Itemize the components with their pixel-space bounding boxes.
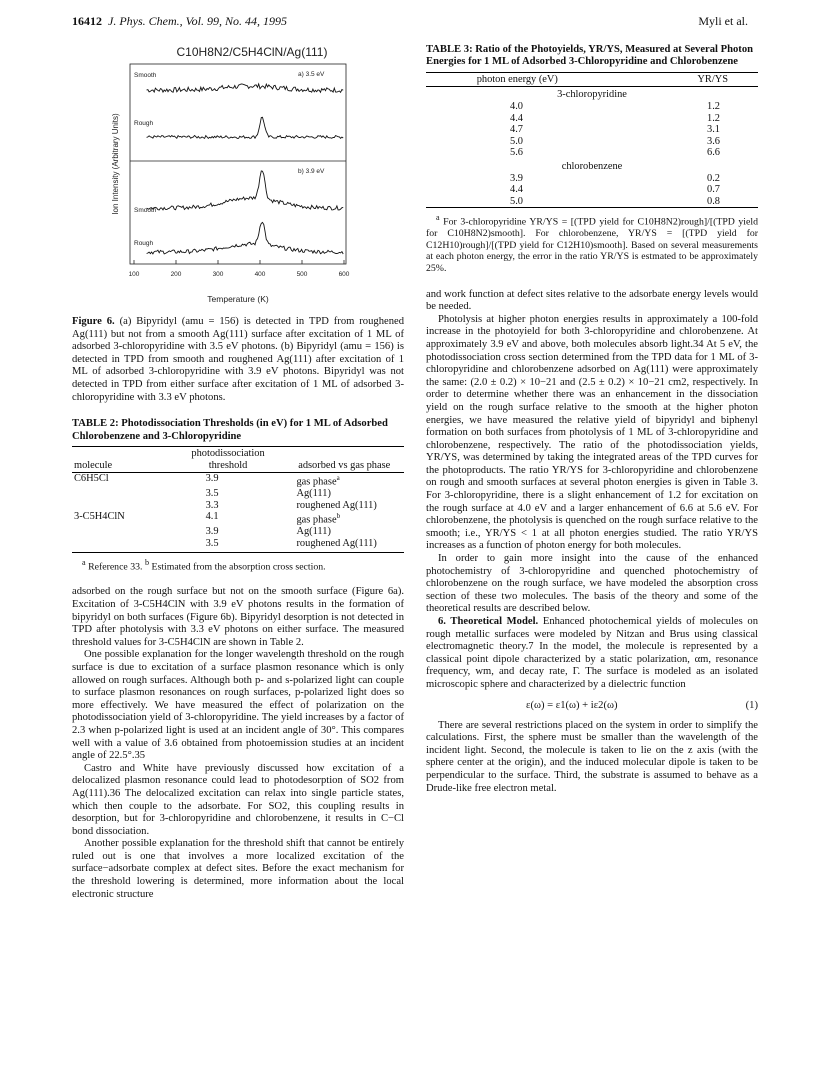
- t2-cell-threshold: 3.9: [205, 473, 219, 485]
- x-tick-label: 200: [170, 271, 182, 278]
- trace-b-smooth: [147, 171, 344, 210]
- table-3-row: [426, 101, 758, 113]
- table-3-row: [426, 124, 758, 136]
- panel-a-smooth-label: Smooth: [134, 72, 157, 79]
- t2-header-molecule: molecule: [72, 446, 172, 472]
- t3-cell-energy: 3.9: [510, 172, 523, 184]
- panel-b-rough-label: Rough: [134, 240, 154, 247]
- equation-1: [426, 698, 758, 718]
- t2-header-threshold: photodissociation threshold: [172, 446, 285, 472]
- equation-number: (1): [745, 699, 758, 711]
- t2-cell-threshold: 3.5: [205, 488, 219, 500]
- x-tick-label: 500: [296, 271, 308, 278]
- table-2-title: TABLE 2: Photodissociation Thresholds (in eV) for 1 ML of Adsorbed Chlorobenzene and 3-Chloropyridine: [72, 418, 388, 442]
- t2-cell-phase: gas phase$^a$: [296, 474, 340, 488]
- section-text: Enhanced photochemical yields of molecules on rough metallic surfaces were modeled by Nitzan and Brus using classical electromagnetic theory.7 In the model, the molecule is represented by a classical point dipole characterized by a static polarization, αm, resonance frequency, wm, and decay rate, Γ. The surface is modeled as an isolated microscopic sphere and characterized by a dielectric function: [426, 616, 758, 690]
- table-3-body: [426, 87, 758, 208]
- caption-label: Figure 6.: [72, 316, 115, 327]
- x-tick-label: 600: [338, 271, 350, 278]
- t3-cell-energy: 4.4: [510, 184, 523, 196]
- left-paragraph-2: One possible explanation for the longer wavelength threshold on the rough surface is due to excitation of a surface plasmon resonance which is only allowed on rough surfaces. Although both p- and s-polarized light can couple to surface plasmon resonances on rough surfaces, p-polarized light does so more effectively. We have measured the effect of polarization on the photodissociation yield of 3-chloropyridine. The yield increases by a factor of 2.3 when p-polarized light is used at an incident angle of 30°. This compares well with a value of 3.6 obtained from photoemission studies at an incident angle of 22.5°.35: [72, 649, 404, 762]
- t2-cell-phase: Ag(111): [296, 488, 331, 500]
- x-axis-label: Temperature (K): [207, 294, 269, 304]
- t2-cell-phase: gas phase$^b$: [296, 512, 341, 526]
- t3-cell-energy: 4.0: [510, 101, 523, 112]
- section-heading: 6. Theoretical Model.: [438, 616, 539, 628]
- t3-cell-ratio: 3.1: [707, 124, 720, 136]
- equation-text: ε(ω) = ε1(ω) + iε2(ω): [526, 699, 618, 711]
- right-paragraph-1: and work function at defect sites relative to the adsorbate energy levels would be needed.: [426, 288, 758, 313]
- t2-cell-molecule: [72, 526, 172, 538]
- panel-a-rough-label: Rough: [134, 120, 154, 127]
- trace-b-rough: [147, 222, 344, 254]
- t2-cell-threshold: 3.9: [205, 526, 219, 538]
- x-tick-label: 100: [128, 271, 140, 278]
- t3-cell-ratio: 6.6: [707, 147, 720, 159]
- table-2-row: [72, 538, 404, 552]
- journal-volume: Vol. 99, No. 44, 1995: [185, 14, 287, 28]
- t2-cell-molecule: 3-C5H4ClN: [74, 511, 125, 523]
- right-paragraph-4: [426, 616, 758, 692]
- table-3-row: [426, 136, 758, 148]
- caption-text: (a) Bipyridyl (amu = 156) is detected in TPD from roughened Ag(111) but not from a smooth Ag(111) surface after excitation of 1 ML of adsorbed 3-chloropyridine with 3.5 eV photons. (b) Bipyridyl (amu = 156) is detected in TPD from smooth and roughened Ag(111) after excitation of 1 ML of adsorbed 3-chloropyridine with 3.9 eV photons. Bipyridyl was not detected in TPD from either surface after excitation of 1 ML of adsorbed 3-chloropyridine with 3.3 eV photons.: [72, 316, 404, 403]
- table-2-footnote: $^a$ Reference 33. $^b$ Estimated from the absorption cross section.: [82, 557, 326, 572]
- table-3-row: [426, 147, 758, 159]
- t2-cell-phase: roughened Ag(111): [296, 538, 377, 550]
- right-paragraph-2: Photolysis at higher photon energies results in approximately a 100-fold increase in the photoyield for both 3-chloropyridine and chlorobenzene. At approximately 3.9 eV and above, both molecules absorb light.34 At 5 eV, the photodissociation cross section determined from the TPD data for 1 ML of 3-chloropyridine and chlorobenzene adsorbed on Ag(111) were approximately the same: (2.0 ± 0.2) × 10−21 and (2.5 ± 0.2) × 10−21 cm2, respectively. In order to determine whether there was an enhancement in the dissociation yield on the rough surface relative to the smooth at the higher photon energies, we have measured the relative yield of bipyridyl and biphenyl formation on both surfaces from photolysis of 1 ML of 3-chloropyridine and chlorobenzene, respectively. The ratio of the photodissociation yields, YR/YS, was determined by taking the integrated areas of the TPD curves for the photoproducts. The ratio YR/YS for 3-chloropyridine and chlorobenzene on rough and smooth surfaces at several photon energies is given in Table 3. For 3-chloropyridine, there is a slight enhancement of 1.2 for excitation on the rough surface at 4.0 eV and a larger enhancement of 6.6 at 5.6 eV. For chlorobenzene, the photolysis is quenched on the rough surface relative to the smooth; i.e., YR/YS < 1 at all photon energies studied. The ratio YR/YS increases as a function of photon energy for both molecules.: [426, 313, 758, 552]
- panel-b-label: b) 3.9 eV: [298, 168, 325, 175]
- t2-cell-phase: Ag(111): [296, 526, 331, 538]
- journal-name: J. Phys. Chem.,: [108, 14, 183, 28]
- table-3-row: [426, 173, 758, 185]
- table-2-row: [72, 511, 404, 526]
- t3-cell-energy: 5.6: [510, 147, 523, 159]
- right-paragraph-3: In order to gain more insight into the cause of the enhanced photochemistry of 3-chloropyridine and quenched photochemistry of chlorobenzene on the rough surface, we have modeled the absorption cross section of these two molecules. The basis of the theory and some of the theoretical results are described below.: [426, 553, 758, 615]
- header-left: [72, 14, 287, 29]
- table-3-group: [426, 87, 758, 101]
- t3-cell-ratio: 1.2: [707, 112, 720, 124]
- trace-a-smooth: [147, 84, 344, 92]
- table-2-row: [72, 488, 404, 500]
- t2-cell-threshold: 3.3: [205, 499, 219, 511]
- t3-cell-ratio: 0.8: [707, 195, 720, 207]
- table-3-title: TABLE 3: Ratio of the Photoyields, YR/YS, Measured at Several Photon Energies for 1 ML of Adsorbed 3-Chloropyridine and Chlorobenzene: [426, 44, 754, 68]
- t2-cell-threshold: 3.5: [205, 538, 219, 550]
- t3-group-label: 3-chloropyridine: [557, 89, 627, 101]
- figure-6-chart: [72, 40, 404, 312]
- table-2-row: [72, 500, 404, 512]
- t3-footnote-text: For 3-chloropyridine YR/YS = [(TPD yield for C10H8N2)rough]/[(TPD yield for C10H8N2)smooth]. For chlorobenzene, YR/YS = [(TPD yield for C12H10)rough]/[(TPD yield for C12H10)smooth]. Based on several measurements at each photon energy, the error in the ratio YR/YS is estmated to be approximately 25%.: [426, 216, 758, 274]
- trace-a-rough: [147, 117, 344, 138]
- figure-6: [72, 40, 404, 312]
- right-column: [426, 40, 758, 795]
- table-2: [72, 446, 404, 553]
- table-2-body: [72, 473, 404, 552]
- t2-cell-threshold: 4.1: [205, 511, 219, 523]
- t3-cell-energy: 4.4: [510, 112, 523, 124]
- t3-group-label: chlorobenzene: [561, 160, 623, 172]
- table-3-row: [426, 113, 758, 125]
- left-paragraph-4: Another possible explanation for the threshold shift that cannot be entirely ruled out is one that involves a more localized excitation of the surface−adsorbate complex at defect sites. Before the exact mechanism for the threshold lowering is determined, more information about the local electronic structure: [72, 838, 404, 900]
- x-tick-label: 300: [212, 271, 224, 278]
- t3-cell-ratio: 0.7: [707, 184, 720, 196]
- x-tick-label: 400: [254, 271, 266, 278]
- t3-cell-ratio: 3.6: [707, 135, 720, 147]
- table-3-row: [426, 196, 758, 208]
- chart-title: C10H8N2/C5H4ClN/Ag(111): [176, 45, 328, 59]
- left-column: [72, 40, 404, 901]
- table-2-row: [72, 526, 404, 538]
- table-2-row: [72, 473, 404, 489]
- panel-a-label: a) 3.5 eV: [298, 71, 325, 78]
- header-authors: Myli et al.: [698, 14, 748, 28]
- table-3-group: [426, 159, 758, 173]
- panel-b-smooth-label: Smooth: [134, 207, 157, 214]
- y-axis-label: Ion Intensity (Arbitrary Units): [111, 113, 120, 215]
- t3-header-ratio: YR/YS: [609, 72, 758, 87]
- t2-header-phase: adsorbed vs gas phase: [284, 446, 404, 472]
- figure-6-caption: [72, 316, 404, 404]
- t2-cell-molecule: [72, 500, 172, 512]
- running-header: [72, 14, 748, 30]
- t3-cell-ratio: 1.2: [707, 101, 720, 112]
- t3-cell-energy: 5.0: [510, 195, 523, 207]
- table-3-row: [426, 184, 758, 196]
- t2-cell-phase: roughened Ag(111): [296, 499, 377, 511]
- table-3: [426, 72, 758, 209]
- t3-header-energy: photon energy (eV): [426, 72, 609, 87]
- plot-frame: [130, 64, 346, 264]
- t2-cell-molecule: C6H5Cl: [74, 473, 109, 485]
- right-paragraph-5: There are several restrictions placed on the system in order to simplify the calculations. First, the sphere must be smaller than the wavelength of the incident light. Second, the molecule is taken to lie on the z axis (with the sphere center at the origin), and the induced molecular dipole is taken to be perpendicular to the surface. Third, the substrate is assumed to behave as a Drude-like free electron metal.: [426, 719, 758, 794]
- left-paragraph-3: Castro and White have previously discussed how excitation of a delocalized plasmon resonance could lead to photodesorption of SO2 from Ag(111).36 The delocalized excitation can relax into single particle states, which then couple to the adsorbate. For SO2, this coupling results in desorption, but for 3-chloropyridine and chlorobenzene, it results in C−Cl bond dissociation.: [72, 762, 404, 837]
- t2-cell-molecule: [72, 538, 172, 552]
- left-paragraph-1: adsorbed on the rough surface but not on the smooth surface (Figure 6a). Excitation of 3-C5H4ClN with 3.9 eV photons results in the formation of bipyridyl on both surfaces (Figure 6b). Bipyridyl desorption is not detected in TPD after photolysis with 3.3 eV photons on either surface. The measured threshold values for 3-C5H4ClN are shown in Table 2.: [72, 586, 404, 648]
- t3-cell-ratio: 0.2: [707, 172, 720, 184]
- t3-cell-energy: 4.7: [510, 124, 523, 136]
- x-axis-ticks: [129, 260, 350, 278]
- t2-cell-molecule: [72, 488, 172, 500]
- table-3-footnote: $^a$ For 3-chloropyridine YR/YS = [(TPD yield for C10H8N2)rough]/[(TPD yield for C10H8N2)smooth]. For chlorobenzene, YR/YS = [(TPD yield for C12H10)rough]/[(TPD yield for C12H10)smooth]. Based on several measurements at each photon energy, the error in the ratio YR/YS is estmated to be approximately 25%.: [426, 213, 758, 274]
- t3-cell-energy: 5.0: [510, 135, 523, 147]
- page-number: 16412: [72, 14, 102, 28]
